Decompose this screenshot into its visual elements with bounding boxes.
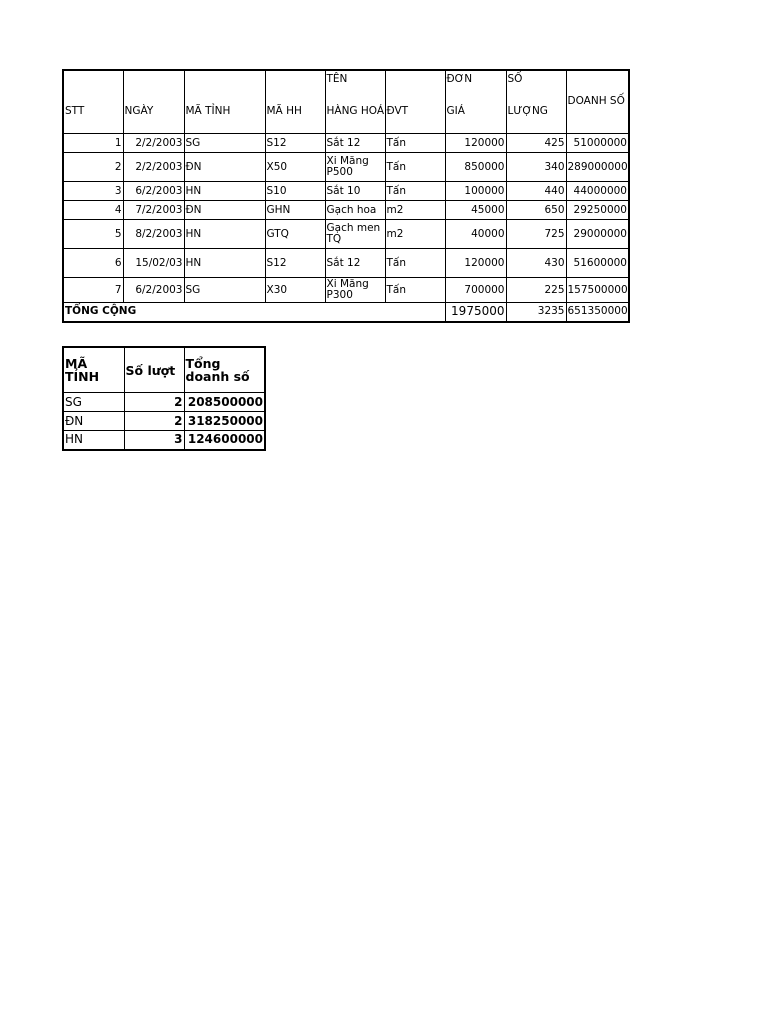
cell-stt: 5 [63, 220, 123, 249]
cell-ngay: 6/2/2003 [123, 182, 184, 201]
cell-so-luong: 225 [506, 278, 566, 303]
summary-cell-so-luot: 2 [124, 412, 184, 431]
cell-so-luong: 650 [506, 201, 566, 220]
cell-stt: 4 [63, 201, 123, 220]
cell-so-luong: 430 [506, 249, 566, 278]
cell-ma-tinh: HN [184, 249, 265, 278]
cell-stt: 1 [63, 134, 123, 153]
cell-doanh-so: 289000000 [566, 153, 629, 182]
summary-row [63, 412, 265, 431]
sales-table [62, 69, 630, 323]
cell-don-gia: 120000 [445, 134, 506, 153]
header-ma-tinh: MÃ TỈNH [184, 70, 265, 134]
cell-don-gia: 850000 [445, 153, 506, 182]
summary-row [63, 431, 265, 450]
cell-ma-hh: X30 [265, 278, 325, 303]
summary-cell-tong-doanh-so: 124600000 [184, 431, 265, 450]
cell-dvt: Tấn [385, 249, 445, 278]
header-stt: STT [63, 70, 123, 134]
cell-don-gia: 100000 [445, 182, 506, 201]
header-so-luong: SỐ LƯỢNG [506, 70, 566, 134]
sales-table-header-row [63, 70, 629, 134]
header-dvt: ĐVT [385, 70, 445, 134]
header-doanh-so: DOANH SỐ [566, 70, 629, 134]
cell-stt: 6 [63, 249, 123, 278]
cell-ma-tinh: SG [184, 134, 265, 153]
summary-cell-so-luot: 3 [124, 431, 184, 450]
cell-ten-hang: Sắt 12 [325, 134, 385, 153]
table-row [63, 201, 629, 220]
cell-doanh-so: 51600000 [566, 249, 629, 278]
cell-doanh-so: 29000000 [566, 220, 629, 249]
cell-ma-hh: GHN [265, 201, 325, 220]
summary-cell-so-luot: 2 [124, 393, 184, 412]
total-so-luong: 3235 [506, 303, 566, 322]
cell-dvt: m2 [385, 220, 445, 249]
cell-ngay: 2/2/2003 [123, 134, 184, 153]
cell-ten-hang: Sắt 10 [325, 182, 385, 201]
summary-row [63, 393, 265, 412]
header-don-gia: ĐƠN GIÁ [445, 70, 506, 134]
cell-so-luong: 340 [506, 153, 566, 182]
cell-don-gia: 45000 [445, 201, 506, 220]
table-row [63, 220, 629, 249]
summary-cell-ma-tinh: ĐN [63, 412, 124, 431]
cell-ngay: 7/2/2003 [123, 201, 184, 220]
cell-ma-tinh: ĐN [184, 201, 265, 220]
cell-ma-tinh: HN [184, 220, 265, 249]
table-row [63, 182, 629, 201]
cell-ten-hang: Gạch men TQ [325, 220, 385, 249]
summary-header-row [63, 347, 265, 393]
table-row [63, 134, 629, 153]
summary-header-tong-doanh-so: Tổng doanh số [184, 347, 265, 393]
cell-doanh-so: 157500000 [566, 278, 629, 303]
cell-ma-hh: S12 [265, 249, 325, 278]
cell-ma-tinh: HN [184, 182, 265, 201]
cell-stt: 3 [63, 182, 123, 201]
header-ma-hh: MÃ HH [265, 70, 325, 134]
cell-ma-hh: GTQ [265, 220, 325, 249]
cell-don-gia: 40000 [445, 220, 506, 249]
cell-ngay: 2/2/2003 [123, 153, 184, 182]
cell-dvt: m2 [385, 201, 445, 220]
cell-ten-hang: Gạch hoa [325, 201, 385, 220]
total-doanh-so: 651350000 [566, 303, 629, 322]
cell-so-luong: 425 [506, 134, 566, 153]
cell-ngay: 15/02/03 [123, 249, 184, 278]
total-don-gia: 1975000 [445, 303, 506, 322]
cell-stt: 2 [63, 153, 123, 182]
province-summary-table [62, 346, 266, 451]
cell-so-luong: 440 [506, 182, 566, 201]
cell-ma-hh: S10 [265, 182, 325, 201]
cell-dvt: Tấn [385, 134, 445, 153]
summary-cell-tong-doanh-so: 208500000 [184, 393, 265, 412]
table-row [63, 153, 629, 182]
cell-dvt: Tấn [385, 182, 445, 201]
sales-table-total-row [63, 303, 629, 322]
cell-doanh-so: 29250000 [566, 201, 629, 220]
cell-ten-hang: Sắt 12 [325, 249, 385, 278]
header-ten-hang-hoa: TÊN HÀNG HOÁ [325, 70, 385, 134]
cell-don-gia: 700000 [445, 278, 506, 303]
cell-so-luong: 725 [506, 220, 566, 249]
cell-ten-hang: Xi Măng P300 [325, 278, 385, 303]
cell-ma-hh: S12 [265, 134, 325, 153]
table-row [63, 249, 629, 278]
cell-ma-hh: X50 [265, 153, 325, 182]
summary-header-ma-tinh: MÃ TỈNH [63, 347, 124, 393]
cell-ngay: 8/2/2003 [123, 220, 184, 249]
cell-stt: 7 [63, 278, 123, 303]
summary-cell-ma-tinh: SG [63, 393, 124, 412]
cell-ngay: 6/2/2003 [123, 278, 184, 303]
cell-don-gia: 120000 [445, 249, 506, 278]
summary-cell-tong-doanh-so: 318250000 [184, 412, 265, 431]
cell-doanh-so: 51000000 [566, 134, 629, 153]
summary-cell-ma-tinh: HN [63, 431, 124, 450]
header-ngay: NGÀY [123, 70, 184, 134]
total-label: TỔNG CỘNG [63, 303, 445, 322]
cell-dvt: Tấn [385, 278, 445, 303]
summary-header-so-luot: Số lượt [124, 347, 184, 393]
cell-ten-hang: Xi Măng P500 [325, 153, 385, 182]
cell-doanh-so: 44000000 [566, 182, 629, 201]
cell-ma-tinh: SG [184, 278, 265, 303]
cell-ma-tinh: ĐN [184, 153, 265, 182]
cell-dvt: Tấn [385, 153, 445, 182]
table-row [63, 278, 629, 303]
